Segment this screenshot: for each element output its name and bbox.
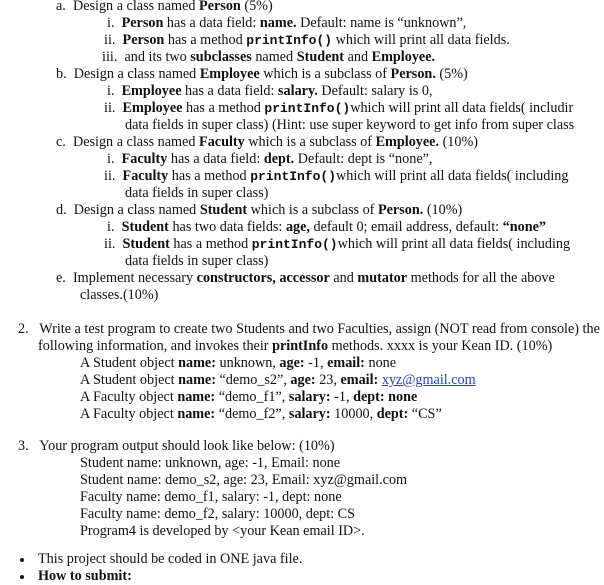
item-d-suffix: (10%) [423, 202, 463, 218]
section-3-text: Your program output should look like below: (10%) [39, 438, 335, 454]
object-key: age: [279, 355, 305, 371]
item-a-iii-mid2: and [344, 49, 372, 65]
object-key: email: [327, 355, 365, 371]
item-d-mid: which is a subclass of [247, 202, 378, 218]
item-a-ii-marker: ii. [104, 32, 116, 48]
output-line: Faculty name: demo_f2, salary: 10000, dept: CS [80, 506, 356, 522]
item-d-i-tail-bold: “none” [502, 219, 546, 235]
item-b-ii [104, 100, 573, 117]
item-c-i [107, 151, 432, 168]
object-pre: A Student object [80, 355, 179, 371]
object-key: salary: [288, 406, 331, 422]
object-key: email: [340, 372, 379, 388]
item-d-ii-mid: has a method [169, 236, 252, 252]
object-key: name: [177, 389, 216, 405]
item-e-t3: methods for all the above [407, 270, 555, 286]
object-line [80, 372, 476, 389]
item-c-ii-name: Faculty [122, 168, 169, 184]
item-d-ii-tail: which will print all data fields( including [337, 236, 571, 252]
item-c-i-tail: Default: dept is “none”, [294, 151, 433, 167]
item-d-i-field: age, [285, 219, 310, 235]
item-b-class: Employee [199, 66, 260, 82]
item-c-i-mid: has a data field: [167, 151, 264, 167]
object-value: “CS” [408, 406, 442, 422]
object-line [80, 355, 396, 372]
item-e-pre: Implement necessary [72, 270, 197, 286]
item-c-ii-line2: data fields in super class) [125, 185, 269, 201]
item-d-ii-code: printInfo() [251, 237, 338, 252]
item-c-ii-tail: which will print all data fields( including [336, 168, 569, 184]
item-a-ii-code: printInfo() [246, 33, 333, 48]
item-d-ii-line2: data fields in super class) [125, 253, 269, 269]
item-c [56, 134, 478, 151]
section-2-line2-pre: following information, and invokes their [38, 338, 273, 354]
object-line [80, 389, 417, 406]
item-d-i-mid: has two data fields: [168, 219, 286, 235]
item-d-i-name: Student [121, 219, 169, 235]
object-key: salary: [288, 389, 331, 405]
object-key: dept: [376, 406, 409, 422]
item-e-accessor: accessor [279, 270, 330, 286]
output-line: Student name: unknown, age: -1, Email: none [80, 455, 341, 471]
item-d-marker: d. [56, 202, 67, 218]
item-a-i-marker: i. [107, 15, 115, 31]
item-c-ii-marker: ii. [104, 168, 116, 184]
item-a-ii [104, 32, 510, 49]
item-a-class: Person [199, 0, 241, 14]
email-link[interactable]: xyz@gmail.com [381, 372, 476, 388]
object-value: unknown, [215, 355, 280, 371]
item-e-line2: classes.(10%) [80, 287, 159, 303]
item-a-i-name: Person [121, 15, 164, 31]
item-e [56, 270, 555, 287]
item-d-ii-marker: ii. [104, 236, 116, 252]
item-d [56, 202, 462, 219]
item-b-i-mid: has a data field: [181, 83, 279, 99]
section-2-line2 [38, 338, 552, 355]
bullet-item: This project should be coded in ONE java file. [38, 551, 303, 567]
item-c-ii [104, 168, 569, 185]
section-2-text: Write a test program to create two Students and two Faculties, assign (NOT read from console) the [39, 321, 600, 337]
object-pre: A Faculty object [80, 389, 178, 405]
object-value: 10000, [330, 406, 377, 422]
section-2-printinfo: printInfo [272, 338, 329, 354]
bullet-item: How to submit: [38, 568, 132, 584]
item-e-marker: e. [56, 270, 66, 286]
item-b-ii-marker: ii. [104, 100, 116, 116]
object-value: none [364, 355, 397, 371]
item-a-i-field: name. [259, 15, 297, 31]
item-a-text: Design a class named [72, 0, 200, 14]
item-a-ii-tail: which will print all data fields. [332, 32, 510, 48]
object-value: -1, [304, 355, 328, 371]
item-d-text: Design a class named [73, 202, 200, 218]
item-a-iii-pre: and its two [124, 49, 191, 65]
object-value: 23, [315, 372, 341, 388]
item-d-parent: Person. [377, 202, 424, 218]
item-d-i-tail: default 0; email address, default: [309, 219, 503, 235]
item-a-i-mid: has a data field: [163, 15, 260, 31]
item-b-i [107, 83, 432, 100]
item-e-mutator: mutator [357, 270, 408, 286]
output-line: Student name: demo_s2, age: 23, Email: xyz@gmail.com [80, 472, 408, 488]
object-value: “demo_f1”, [215, 389, 289, 405]
object-key: name: [177, 406, 216, 422]
item-a-iii-bold: subclasses [190, 49, 252, 65]
item-a [56, 0, 273, 15]
item-c-mid: which is a subclass of [244, 134, 376, 150]
object-value: -1, [330, 389, 354, 405]
item-a-ii-mid: has a method [164, 32, 247, 48]
item-d-class: Student [199, 202, 248, 218]
bullet-dot [20, 558, 24, 562]
item-a-iii-bold2: Student [296, 49, 345, 65]
item-b-suffix: (5%) [435, 66, 468, 82]
item-c-i-field: dept. [263, 151, 295, 167]
section-3-line1 [18, 438, 335, 455]
item-d-ii [104, 236, 570, 253]
item-b-text: Design a class named [73, 66, 200, 82]
item-c-ii-mid: has a method [168, 168, 251, 184]
item-a-marker: a. [56, 0, 66, 14]
item-a-iii-bold3: Employee. [371, 49, 436, 65]
item-a-suffix: (5%) [240, 0, 273, 14]
section-2-line1 [18, 321, 600, 338]
item-b-i-field: salary. [278, 83, 318, 99]
item-c-ii-code: printInfo() [250, 169, 337, 184]
item-b-parent: Person. [390, 66, 436, 82]
item-c-text: Design a class named [72, 134, 200, 150]
section-2-line2-post: methods. xxxx is your Kean ID. (10%) [328, 338, 553, 354]
item-b-marker: b. [56, 66, 67, 82]
item-a-iii-marker: iii. [102, 49, 118, 65]
object-pre: A Student object [80, 372, 179, 388]
item-b-ii-tail: which will print all data fields( includir [350, 100, 574, 116]
item-d-i-marker: i. [107, 219, 115, 235]
item-b-i-marker: i. [107, 83, 115, 99]
item-a-iii [102, 49, 435, 66]
item-b-ii-line2: data fields in super class) (Hint: use super keyword to get info from super class [125, 117, 575, 133]
item-d-i [107, 219, 546, 236]
object-value: “demo_s2”, [215, 372, 291, 388]
object-key: age: [290, 372, 316, 388]
object-value: “demo_f2”, [215, 406, 289, 422]
item-b-ii-code: printInfo() [264, 101, 351, 116]
section-2-marker: 2. [18, 321, 29, 337]
section-3-marker: 3. [18, 438, 29, 454]
item-b-i-tail: Default: salary is 0, [317, 83, 433, 99]
item-c-suffix: (10%) [439, 134, 479, 150]
item-b-i-name: Employee [121, 83, 182, 99]
output-line: Program4 is developed by <your Kean email ID>. [80, 523, 365, 539]
item-a-i-tail: Default: name is “unknown”, [296, 15, 467, 31]
item-c-i-name: Faculty [121, 151, 168, 167]
item-b-ii-name: Employee [122, 100, 183, 116]
item-b-ii-mid: has a method [182, 100, 265, 116]
object-line [80, 406, 442, 423]
item-c-i-marker: i. [107, 151, 115, 167]
item-a-ii-name: Person [122, 32, 165, 48]
item-c-parent: Employee. [375, 134, 440, 150]
item-a-iii-mid: named [251, 49, 297, 65]
item-b [56, 66, 468, 83]
object-key: name: [178, 372, 216, 388]
item-b-mid: which is a subclass of [259, 66, 391, 82]
item-c-marker: c. [56, 134, 66, 150]
item-c-class: Faculty [199, 134, 245, 150]
object-key: dept: none [353, 389, 418, 405]
output-line: Faculty name: demo_f1, salary: -1, dept: none [80, 489, 342, 505]
object-key: name: [178, 355, 216, 371]
item-a-i [107, 15, 466, 32]
item-e-constructors: constructors, [196, 270, 276, 286]
item-d-ii-name: Student [122, 236, 170, 252]
object-pre: A Faculty object [80, 406, 178, 422]
item-e-t2: and [329, 270, 358, 286]
